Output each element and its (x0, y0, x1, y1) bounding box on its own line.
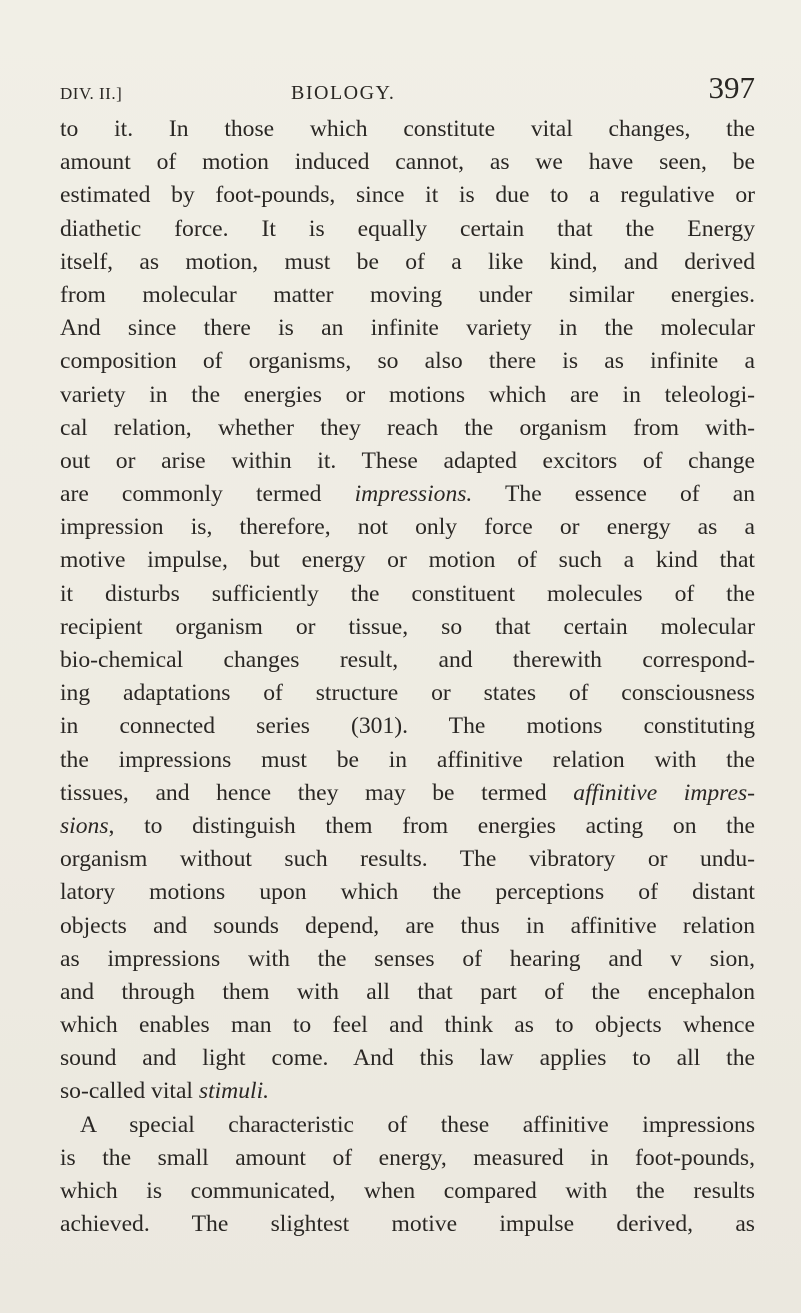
body-text (60, 113, 755, 1241)
text-line: latory motions upon which the perceptions of distant (60, 879, 755, 906)
text-line: composition of organisms, so also there is as infinite a (60, 348, 755, 375)
text-line: bio-chemical changes result, and therewith correspond- (60, 647, 755, 673)
text-line: are commonly termed impressions. The essence of an (60, 481, 755, 508)
running-title: BIOLOGY. (291, 82, 396, 104)
text-line: the impressions must be in affinitive relation with the (60, 746, 755, 773)
text-line: cal relation, whether they reach the organism from with- (60, 414, 755, 441)
text-line: estimated by foot-pounds, since it is due to a regulative or (60, 182, 755, 209)
paragraph-start-line: A special characteristic of these affinitive impressions (80, 1111, 755, 1138)
text-line: ing adaptations of structure or states of consciousness (60, 680, 755, 707)
text-line: and through them with all that part of the encephalon (60, 978, 755, 1005)
text-line: it disturbs sufficiently the constituent molecules of the (60, 580, 755, 607)
text-line: itself, as motion, must be of a like kind, and derived (60, 248, 755, 275)
text-line: to it. In those which constitute vital changes, the (60, 116, 755, 142)
text-line: organism without such results. The vibratory or undu- (60, 846, 755, 873)
text-line: tissues, and hence they may be termed affinitive impres- (60, 779, 755, 806)
text-line: achieved. The slightest motive impulse derived, as (60, 1211, 755, 1238)
text-line: from molecular matter moving under similar energies. (60, 281, 755, 308)
text-line: sound and light come. And this law applies to all the (60, 1045, 755, 1072)
page-number: 397 (708, 70, 755, 105)
italic-term: sions (60, 812, 109, 839)
text-line: amount of motion induced cannot, as we have seen, be (60, 149, 755, 176)
running-header (60, 72, 755, 106)
text-line: And since there is an infinite variety in the molecular (60, 315, 755, 342)
text-line: objects and sounds depend, are thus in affinitive relation (60, 912, 755, 939)
text-line: so-called vital stimuli. (60, 1078, 270, 1105)
text-line: impression is, therefore, not only force or energy as a (60, 514, 755, 541)
italic-term: stimuli. (198, 1078, 270, 1105)
text-line: in connected series (301). The motions constituting (60, 713, 755, 740)
division-marker: DIV. II.] (60, 84, 123, 103)
text-line: recipient organism or tissue, so that certain molecular (60, 613, 755, 640)
italic-term: affinitive impres- (573, 779, 755, 806)
text-line: out or arise within it. These adapted excitors of change (60, 447, 755, 474)
text-line: which enables man to feel and think as to objects whence (60, 1012, 755, 1039)
italic-term: impressions. (354, 481, 473, 508)
text-line: diathetic force. It is equally certain that the Energy (60, 215, 755, 242)
text-line: motive impulse, but energy or motion of such a kind that (60, 547, 755, 574)
text-line: is the small amount of energy, measured in foot-pounds, (60, 1144, 755, 1171)
text-line: variety in the energies or motions which are in teleologi- (60, 381, 755, 408)
text-line: sions, to distinguish them from energies acting on the (60, 812, 755, 839)
text-line: which is communicated, when compared with the results (60, 1178, 755, 1204)
text-line: as impressions with the senses of hearing and v sion, (60, 945, 755, 972)
